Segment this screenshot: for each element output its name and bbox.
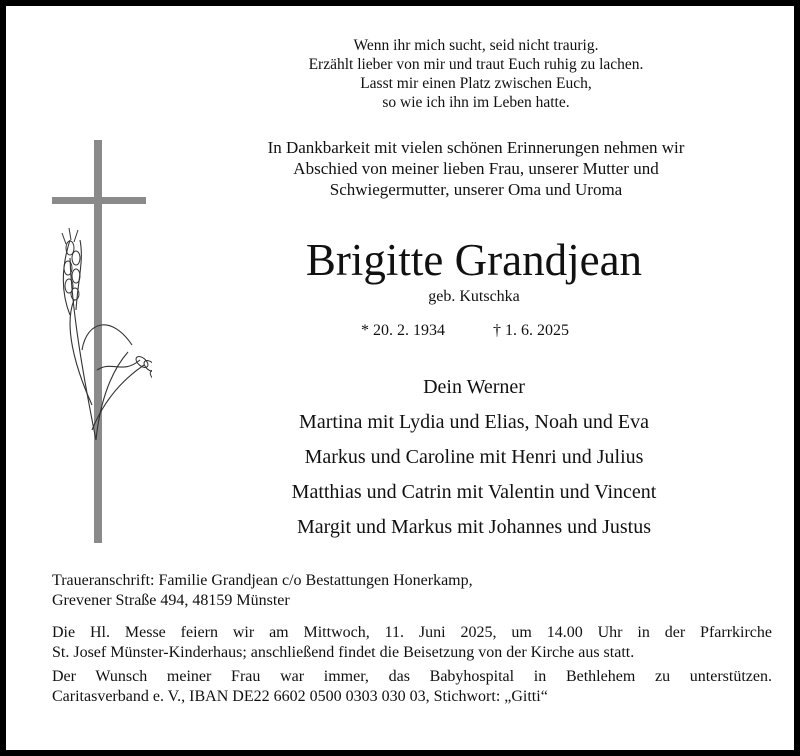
intro-line: Schwiegermutter, unserer Oma und Uroma	[329, 180, 623, 199]
family-list	[6, 370, 800, 545]
family-line: Margit und Markus mit Johannes und Justus	[296, 516, 652, 538]
family-line: Markus und Caroline mit Henri und Julius	[304, 446, 644, 468]
death-date: † 1. 6. 2025	[493, 322, 569, 339]
family-line: Dein Werner	[423, 376, 525, 398]
mass-line: St. Josef Münster-Kinderhaus; anschließend findet die Beisetzung von der Kirche aus statt.	[52, 644, 635, 661]
address-line: Grevener Straße 494, 48159 Münster	[52, 592, 290, 609]
deceased-name: Brigitte Grandjean	[305, 235, 643, 285]
family-line: Martina mit Lydia und Elias, Noah und Eva	[299, 411, 649, 433]
mass-line: Die Hl. Messe feiern wir am Mittwoch, 11. Juni 2025, um 14.00 Uhr in der Pfarrkirche	[52, 624, 772, 641]
poem-line: Lasst mir einen Platz zwischen Euch,	[360, 75, 592, 92]
poem	[6, 36, 800, 112]
intro-line: Abschied von meiner lieben Frau, unserer Mutter und	[293, 159, 659, 178]
footer-info	[52, 571, 772, 707]
donation-line: Caritasverband e. V., IBAN DE22 6602 0500 0303 030 03, Stichwort: „Gitti“	[52, 688, 548, 705]
obituary-card	[6, 6, 794, 750]
poem-line: Erzählt lieber von mir und traut Euch ruhig zu lachen.	[308, 56, 644, 73]
poem-line: so wie ich ihn im Leben hatte.	[382, 94, 570, 111]
family-line: Matthias und Catrin mit Valentin und Vincent	[291, 481, 657, 503]
address-line: Traueranschrift: Familie Grandjean c/o Bestattungen Honerkamp,	[52, 572, 473, 589]
poem-line: Wenn ihr mich sucht, seid nicht traurig.	[353, 37, 599, 54]
intro-line: In Dankbarkeit mit vielen schönen Erinnerungen nehmen wir	[267, 138, 685, 157]
birth-date: * 20. 2. 1934	[361, 322, 445, 339]
donation-line: Der Wunsch meiner Frau war immer, das Babyhospital in Bethlehem zu unterstützen.	[52, 668, 772, 685]
birth-name: geb. Kutschka	[428, 288, 520, 305]
life-dates	[361, 321, 569, 341]
